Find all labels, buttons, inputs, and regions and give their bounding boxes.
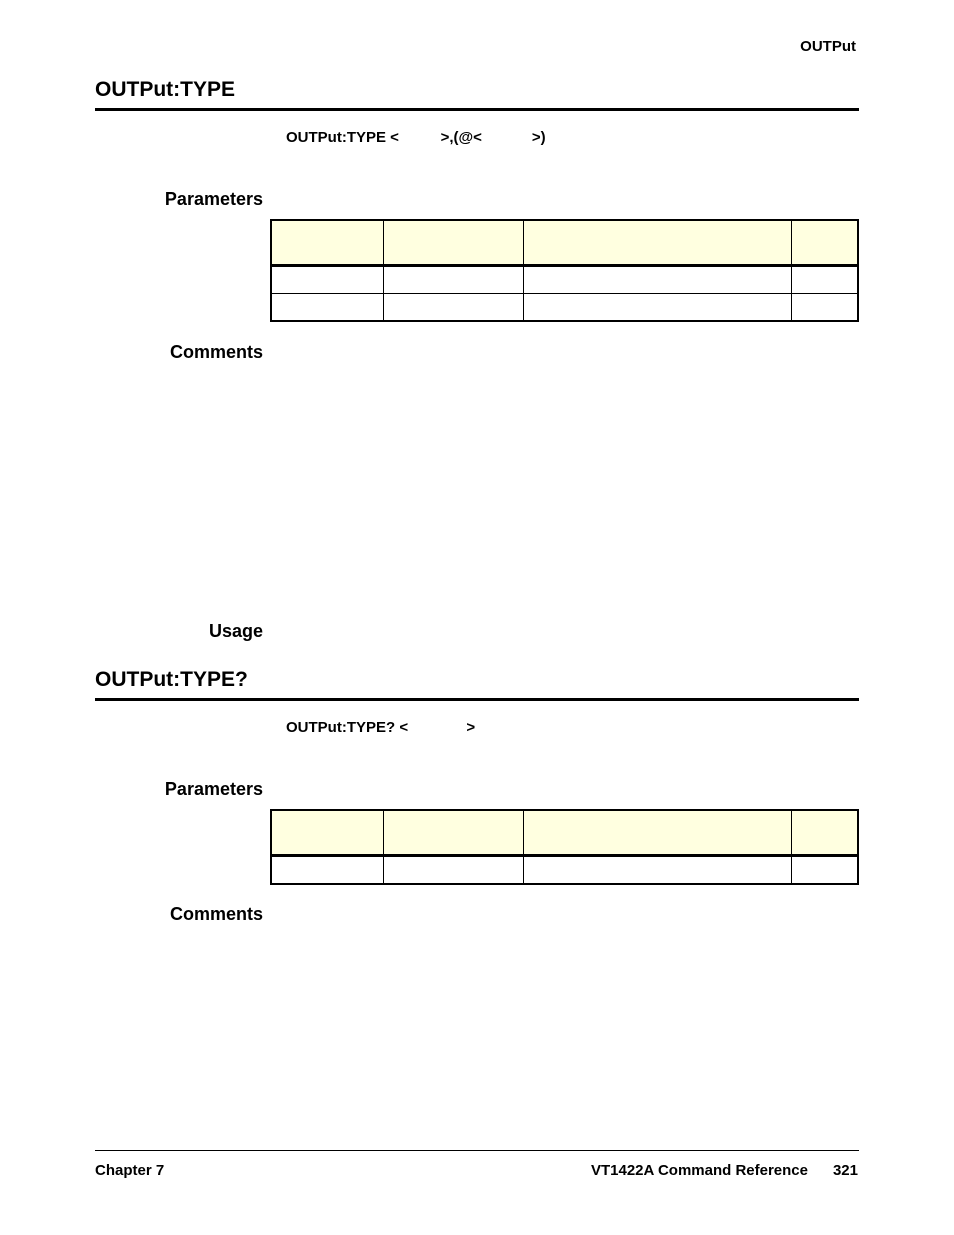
usage-label: Usage	[208, 621, 263, 641]
page-number: 321	[832, 1162, 858, 1179]
table-header-row	[272, 811, 857, 856]
table-row	[272, 856, 857, 884]
syntax-line: OUTPut:TYPE? < >	[286, 719, 476, 736]
parameters-table	[270, 809, 859, 885]
comments-label: Comments	[169, 904, 263, 924]
section-title-output-type-query: OUTPut:TYPE?	[95, 668, 248, 691]
running-head: OUTPut	[800, 38, 856, 55]
footer-reference: VT1422A Command Reference	[590, 1162, 808, 1179]
table-row	[272, 294, 857, 321]
section-rule	[95, 698, 859, 701]
parameters-label: Parameters	[164, 779, 263, 799]
parameters-table	[270, 219, 859, 322]
footer-chapter: Chapter 7	[95, 1162, 165, 1179]
table-row	[272, 266, 857, 294]
footer-rule	[95, 1150, 859, 1151]
section-title-output-type: OUTPut:TYPE	[95, 78, 235, 101]
comments-label: Comments	[169, 342, 263, 362]
table-header-row	[272, 221, 857, 266]
parameters-label: Parameters	[164, 189, 263, 209]
section-rule	[95, 108, 859, 111]
syntax-line: OUTPut:TYPE < >,(@< >)	[286, 129, 546, 146]
